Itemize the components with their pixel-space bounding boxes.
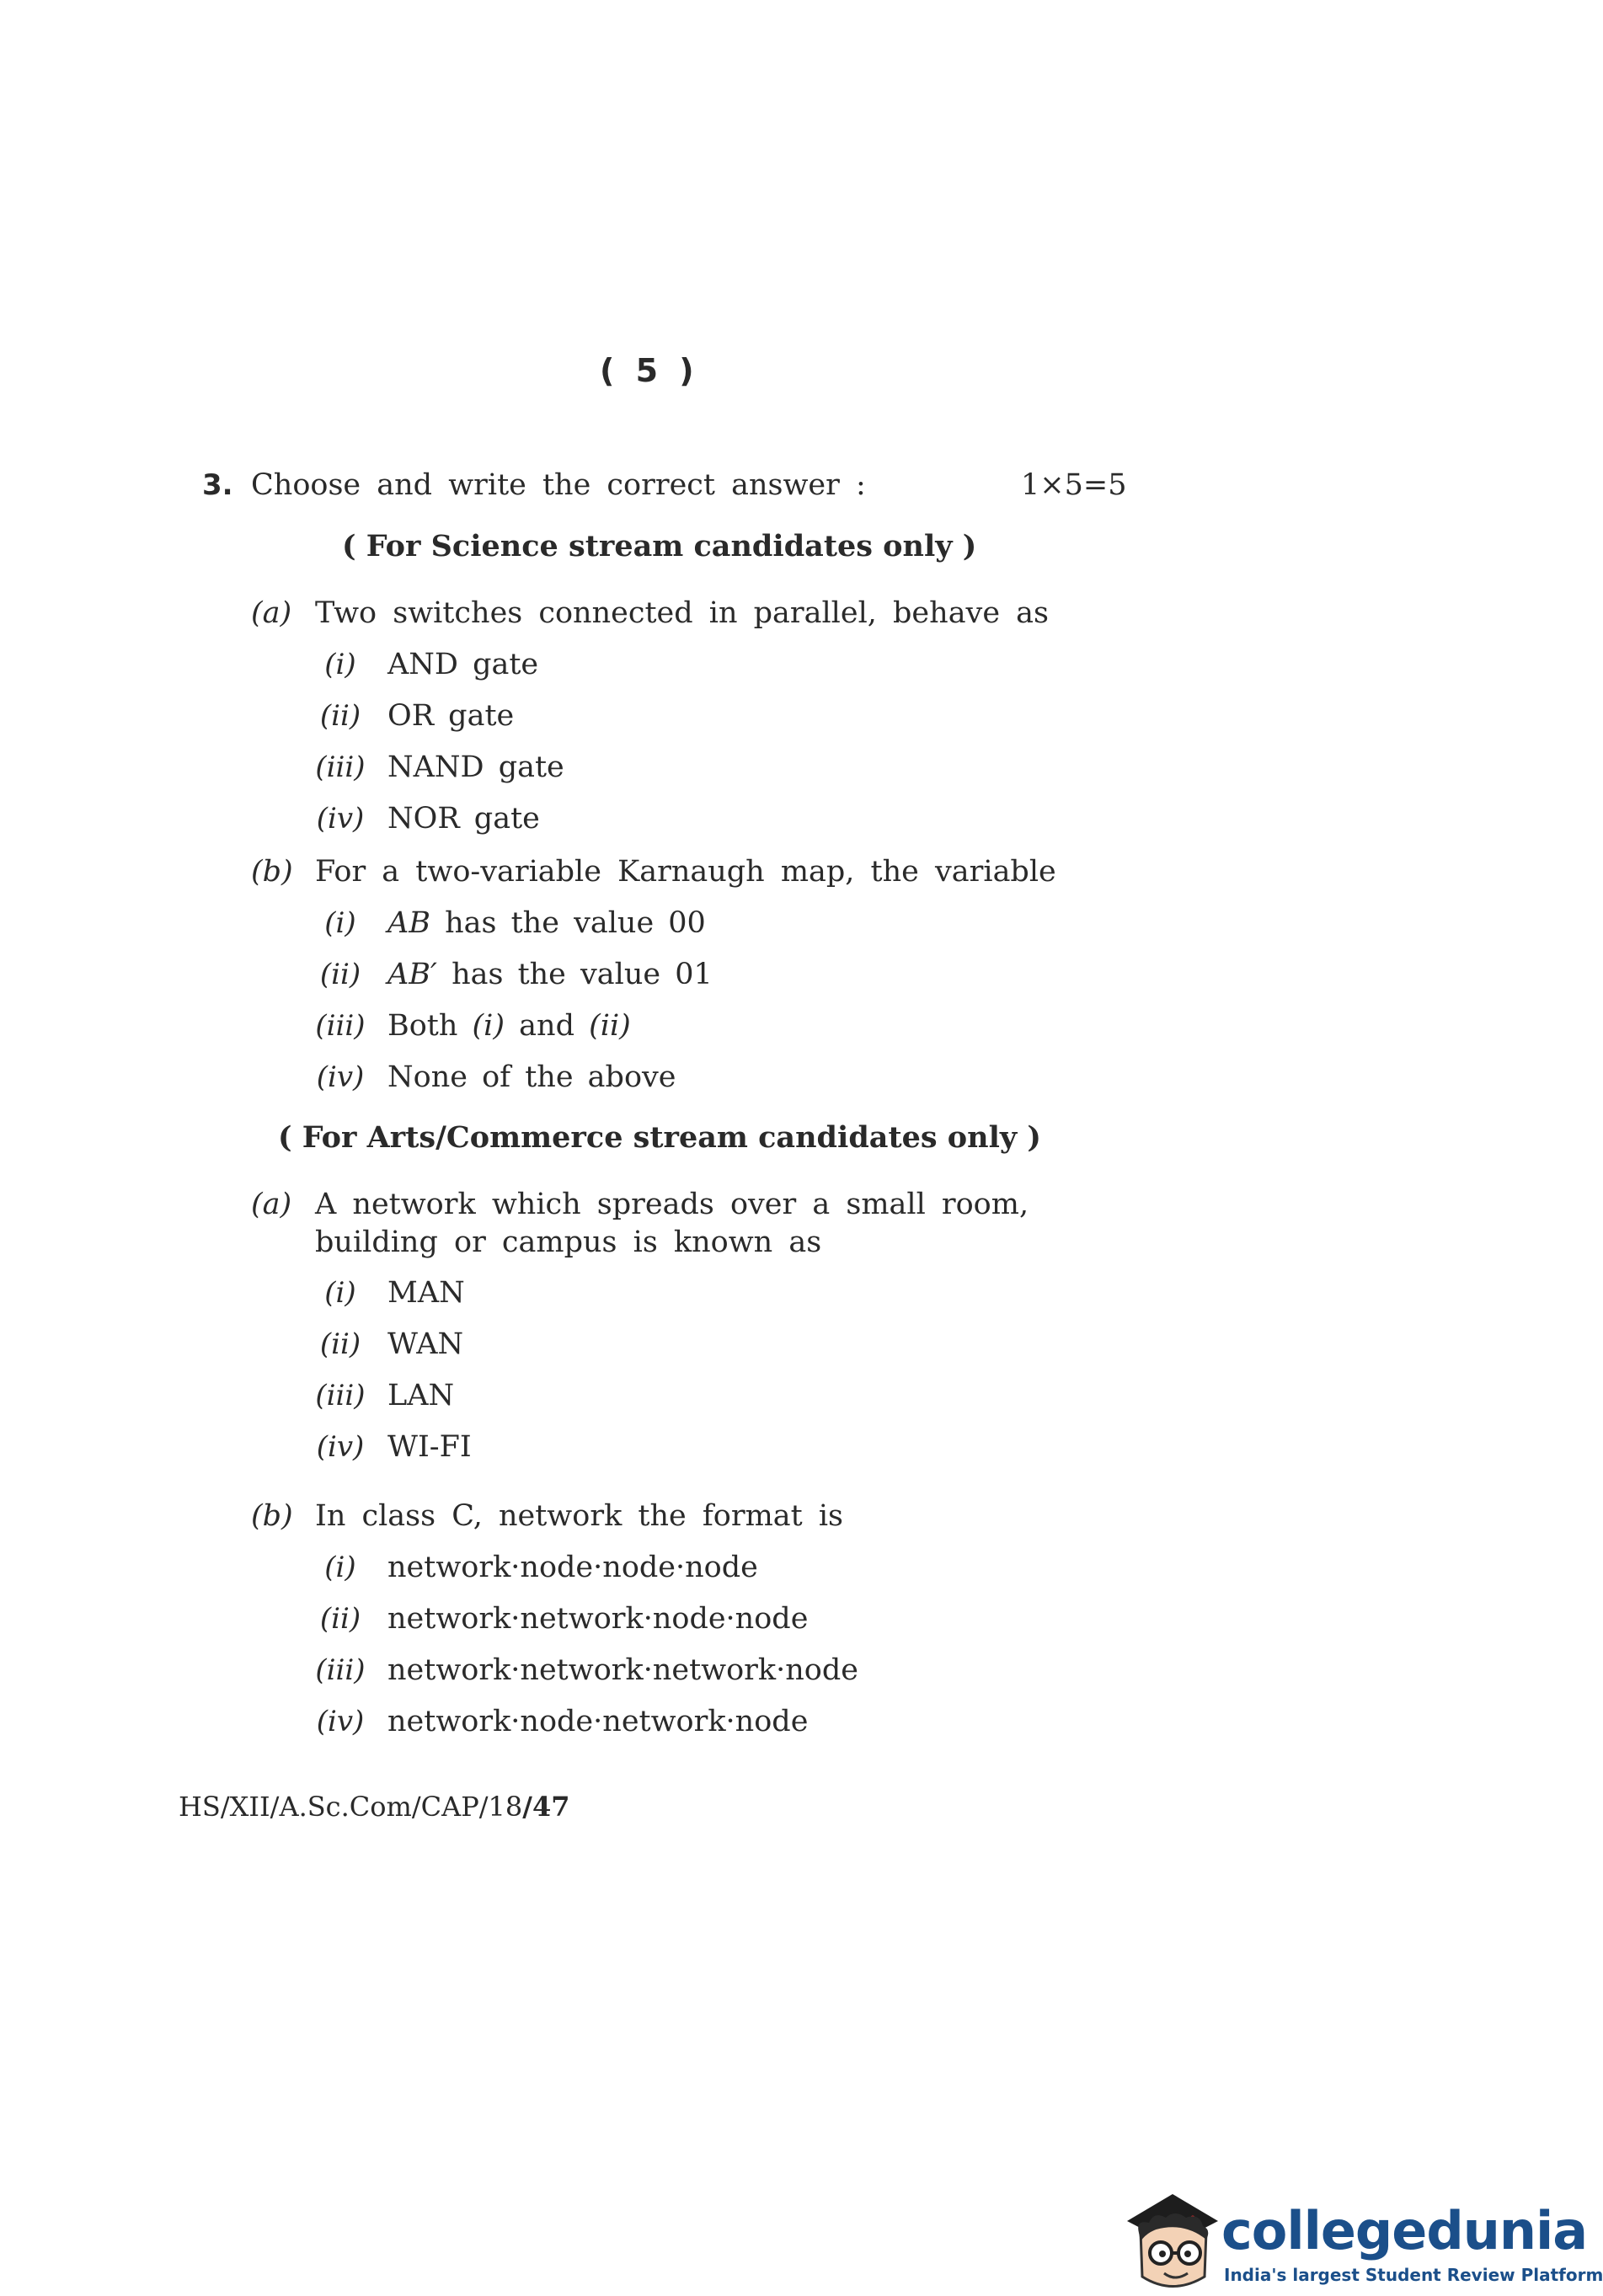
option-text-rest: has the value 00 <box>430 906 706 940</box>
option-text: network·node·network·node <box>387 1705 809 1738</box>
option-label: (iii) <box>315 750 366 784</box>
option-label: (ii) <box>319 1327 361 1361</box>
option-reference: (i) <box>472 1009 505 1043</box>
sub-question-text-continued: building or campus is known as <box>315 1225 822 1259</box>
arts-stream-heading: ( For Arts/Commerce stream candidates only ) <box>278 1120 1041 1155</box>
option-label: (iv) <box>316 1060 365 1094</box>
paper-code <box>179 1791 569 1823</box>
option-text: NAND gate <box>387 750 564 784</box>
option-label: (i) <box>324 648 356 681</box>
option-label: (ii) <box>319 1602 361 1636</box>
option-label: (iii) <box>315 1009 366 1043</box>
option-text: WAN <box>387 1327 464 1361</box>
sub-question-text: Two switches connected in parallel, behave as <box>315 596 1049 630</box>
option-reference: (ii) <box>589 1009 631 1043</box>
option-text: WI-FI <box>387 1430 472 1464</box>
option-text <box>387 1009 631 1043</box>
paper-code-text: HS/XII/A.Sc.Com/CAP/18 <box>179 1791 523 1823</box>
option-label: (iv) <box>316 802 365 836</box>
sub-question-label: (a) <box>251 1188 292 1221</box>
option-text-pre: Both <box>387 1009 473 1043</box>
variable-term: AB <box>387 906 430 940</box>
option-label: (i) <box>324 1276 356 1310</box>
option-text: LAN <box>387 1379 455 1412</box>
option-label: (i) <box>324 906 356 940</box>
variable-term: AB′ <box>387 958 437 991</box>
page-number: ( 5 ) <box>600 352 699 389</box>
option-text <box>387 906 706 940</box>
option-text-mid: and <box>505 1009 590 1043</box>
brand-name: collegedunia <box>1221 2200 1588 2261</box>
option-text: MAN <box>387 1276 465 1310</box>
paper-code-number: /47 <box>522 1791 570 1823</box>
question-number: 3. <box>202 468 233 502</box>
science-stream-heading: ( For Science stream candidates only ) <box>342 529 977 563</box>
question-marks: 1×5=5 <box>1021 468 1127 502</box>
option-text: OR gate <box>387 699 515 733</box>
option-text: AND gate <box>387 648 539 681</box>
option-label: (iii) <box>315 1379 366 1412</box>
sub-question-text: A network which spreads over a small room, <box>315 1188 1029 1221</box>
sub-question-label: (b) <box>251 855 293 889</box>
option-label: (ii) <box>319 958 361 991</box>
option-label: (iii) <box>315 1653 366 1687</box>
sub-question-label: (b) <box>251 1499 293 1533</box>
sub-question-text: In class C, network the format is <box>315 1499 844 1533</box>
sub-question-label: (a) <box>251 596 292 630</box>
option-label: (i) <box>324 1551 356 1584</box>
mascot-icon <box>1127 2194 1218 2287</box>
option-text: None of the above <box>387 1060 676 1094</box>
brand-tagline: India's largest Student Review Platform <box>1224 2265 1603 2285</box>
option-text: network·network·node·node <box>387 1602 809 1636</box>
option-text: network·network·network·node <box>387 1653 858 1687</box>
question-text: Choose and write the correct answer : <box>251 468 866 502</box>
option-text-rest: has the value 01 <box>436 958 713 991</box>
option-text <box>387 958 713 991</box>
option-label: (iv) <box>316 1430 365 1464</box>
option-text: NOR gate <box>387 802 540 836</box>
option-label: (iv) <box>316 1705 365 1738</box>
option-text: network·node·node·node <box>387 1551 758 1584</box>
sub-question-text: For a two-variable Karnaugh map, the variable <box>315 855 1056 889</box>
option-label: (ii) <box>319 699 361 733</box>
